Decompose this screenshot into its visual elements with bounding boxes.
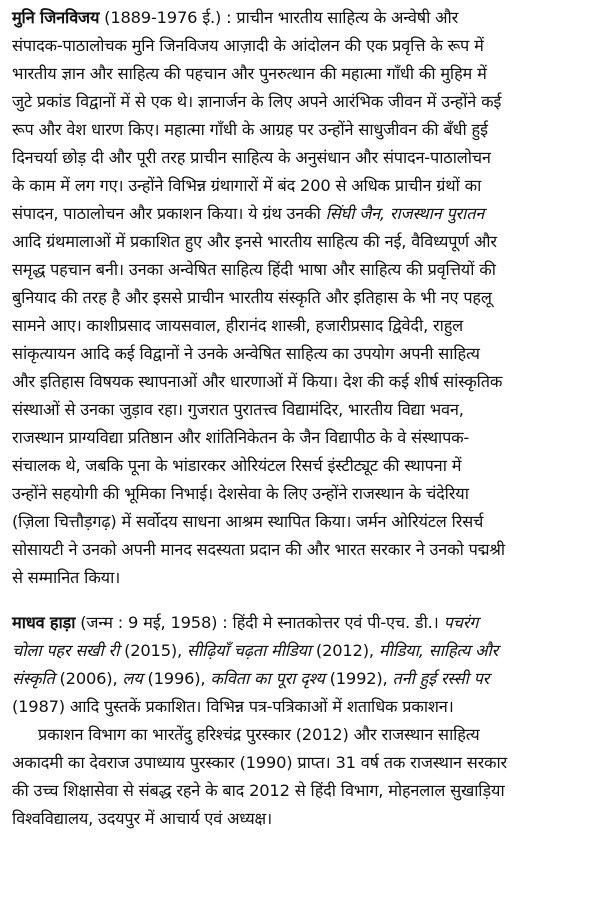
text-run: अकादमी का देवराज उपाध्याय पुरस्कार (1990) प्राप्त। 31 वर्ष तक राजस्थान सरकार bbox=[12, 753, 508, 772]
text-line bbox=[12, 340, 590, 368]
text-run: के काम में लग गए। उन्होंने विभिन्न ग्रंथागारों में बंद 200 से अधिक प्राचीन ग्रंथों का bbox=[12, 176, 482, 195]
text-run: प्रकाशन विभाग का भारतेंदु हरिश्चंद्र पुरस्कार (2012) और राजस्थान साहित्य bbox=[38, 725, 480, 744]
text-run: दिनचर्या छोड़ दी और पूरी तरह प्राचीन साहित्य के अनुसंधान और संपादन-पाठालोचन bbox=[12, 148, 491, 167]
document-page bbox=[12, 4, 590, 833]
text-line bbox=[12, 144, 590, 172]
text-run: विश्वविद्यालय, उदयपुर में आचार्य एवं अध्यक्ष। bbox=[12, 809, 272, 828]
biography-entry-madhavhada bbox=[12, 609, 590, 833]
text-run: (2012), bbox=[310, 641, 379, 660]
text-line bbox=[12, 256, 590, 284]
biography-entry-munijinvijay bbox=[12, 4, 590, 592]
text-run: (ज़िला चित्तौड़गढ़) में सर्वोदय साधना आश्रम स्थापित किया। जर्मन ओरियंटल रिसर्च bbox=[12, 512, 484, 531]
text-line bbox=[12, 312, 590, 340]
text-line bbox=[12, 721, 590, 749]
text-line bbox=[12, 777, 590, 805]
text-line bbox=[12, 452, 590, 480]
text-run: संपादन, पाठालोचन और प्रकाशन किया। ये ग्रंथ उनकी bbox=[12, 204, 326, 223]
text-run: बुनियाद की तरह है और इससे प्राचीन भारतीय संस्कृति और इतिहास के भी नए पहलू bbox=[12, 288, 492, 307]
text-line bbox=[12, 564, 590, 592]
text-line bbox=[12, 396, 590, 424]
entry-name: माधव हाड़ा bbox=[12, 613, 76, 632]
book-title: लय bbox=[122, 669, 143, 688]
entry-separator bbox=[12, 592, 590, 609]
book-title: मीडिया, साहित्य और bbox=[378, 641, 499, 660]
text-line bbox=[12, 88, 590, 116]
text-run: सांकृत्यायन आदि कई विद्वानों ने उनके अन्वेषित साहित्य का उपयोग अपनी साहित्य bbox=[12, 344, 480, 363]
text-run: सामने आए। काशीप्रसाद जायसवाल, हीरानंद शास्त्री, हजारीप्रसाद द्विवेदी, राहुल bbox=[12, 316, 463, 335]
text-line bbox=[12, 32, 590, 60]
text-run: संचालक थे, जबकि पूना के भांडारकर ओरियंटल रिसर्च इंस्टीट्यूट की स्थापना में bbox=[12, 456, 462, 475]
text-run: संस्थाओं से उनका जुड़ाव रहा। गुजरात पुरातत्त्व विद्यामंदिर, भारतीय विद्या भवन, bbox=[12, 400, 464, 419]
text-run: (2015), bbox=[119, 641, 187, 660]
text-run: आदि ग्रंथमालाओं में प्रकाशित हुए और इनसे भारतीय साहित्य की नई, वैविध्यपूर्ण और bbox=[12, 232, 497, 251]
book-title: सीढ़ियाँ चढ़ता मीडिया bbox=[186, 641, 311, 660]
book-title: सिंघी जैन, राजस्थान पुरातन bbox=[325, 204, 485, 223]
text-line bbox=[12, 200, 590, 228]
text-line bbox=[12, 508, 590, 536]
text-line bbox=[12, 480, 590, 508]
text-run: राजस्थान प्राग्यविद्या प्रतिष्ठान और शांतिनिकेतन के जैन विद्यापीठ के वे संस्थापक- bbox=[12, 428, 470, 447]
text-line bbox=[12, 368, 590, 396]
text-line bbox=[12, 637, 590, 665]
book-title: कविता का पूरा दृश्य bbox=[210, 669, 325, 688]
book-title: पचरंग bbox=[443, 613, 479, 632]
text-run: उन्होंने सहयोगी की भूमिका निभाई। देशसेवा के लिए उन्होंने राजस्थान के चंदेरिया bbox=[12, 484, 469, 503]
text-run: (2006), bbox=[54, 669, 123, 688]
text-run: (1996), bbox=[142, 669, 211, 688]
text-line bbox=[12, 284, 590, 312]
text-run: (1992), bbox=[324, 669, 393, 688]
text-line bbox=[12, 172, 590, 200]
text-line bbox=[12, 60, 590, 88]
text-line bbox=[12, 228, 590, 256]
text-run: की उच्च शिक्षासेवा से संबद्ध रहने के बाद 2012 से हिंदी विभाग, मोहनलाल सुखाड़िया bbox=[12, 781, 505, 800]
text-run: (1987) आदि पुस्तकें प्रकाशित। विभिन्न पत्र-पत्रिकाओं में शताधिक प्रकाशन। bbox=[12, 697, 454, 716]
text-line bbox=[12, 693, 590, 721]
text-run: भारतीय ज्ञान और साहित्य की पहचान और पुनरुत्थान की महात्मा गाँधी की मुहिम में bbox=[12, 64, 487, 83]
entry-name: मुनि जिनविजय bbox=[12, 8, 100, 27]
text-run: और इतिहास विषयक स्थापनाओं और धारणाओं में किया। देश की कई शीर्ष सांस्कृतिक bbox=[12, 372, 503, 391]
text-run: समृद्ध पहचान बनी। उनका अन्वेषित साहित्य हिंदी भाषा और साहित्य की प्रवृत्तियों की bbox=[12, 260, 496, 279]
text-line bbox=[12, 116, 590, 144]
text-run: जुटे प्रकांड विद्वानों में से एक थे। ज्ञानार्जन के लिए अपने आरंभिक जीवन में उन्होंने कई bbox=[12, 92, 502, 111]
text-line bbox=[12, 805, 590, 833]
text-run: (जन्म : 9 मई, 1958) : हिंदी मे स्नातकोत्तर एवं पी-एच. डी.। bbox=[80, 613, 444, 632]
text-run: रूप और वेश धारण किए। महात्मा गाँधी के आग्रह पर उन्होंने साधुजीवन की बँधी हुई bbox=[12, 120, 488, 139]
book-title: चोला पहर सखी री bbox=[12, 641, 120, 660]
text-run: संपादक-पाठालोचक मुनि जिनविजय आज़ादी के आंदोलन की एक प्रवृत्ति के रूप में bbox=[12, 36, 484, 55]
text-line bbox=[12, 424, 590, 452]
text-line bbox=[12, 749, 590, 777]
text-run: सोसायटी ने उनको अपनी मानद सदस्यता प्रदान की और भारत सरकार ने उनको पद्मश्री bbox=[12, 540, 505, 559]
text-line bbox=[12, 536, 590, 564]
text-run: से सम्मानित किया। bbox=[12, 568, 121, 587]
book-title: तनी हुई रस्सी पर bbox=[392, 669, 490, 688]
text-line bbox=[12, 665, 590, 693]
book-title: संस्कृति bbox=[12, 669, 55, 688]
text-line bbox=[12, 4, 590, 32]
text-run: (1889-1976 ई.) : प्राचीन भारतीय साहित्य के अन्वेषी और bbox=[104, 8, 459, 27]
text-line bbox=[12, 609, 590, 637]
